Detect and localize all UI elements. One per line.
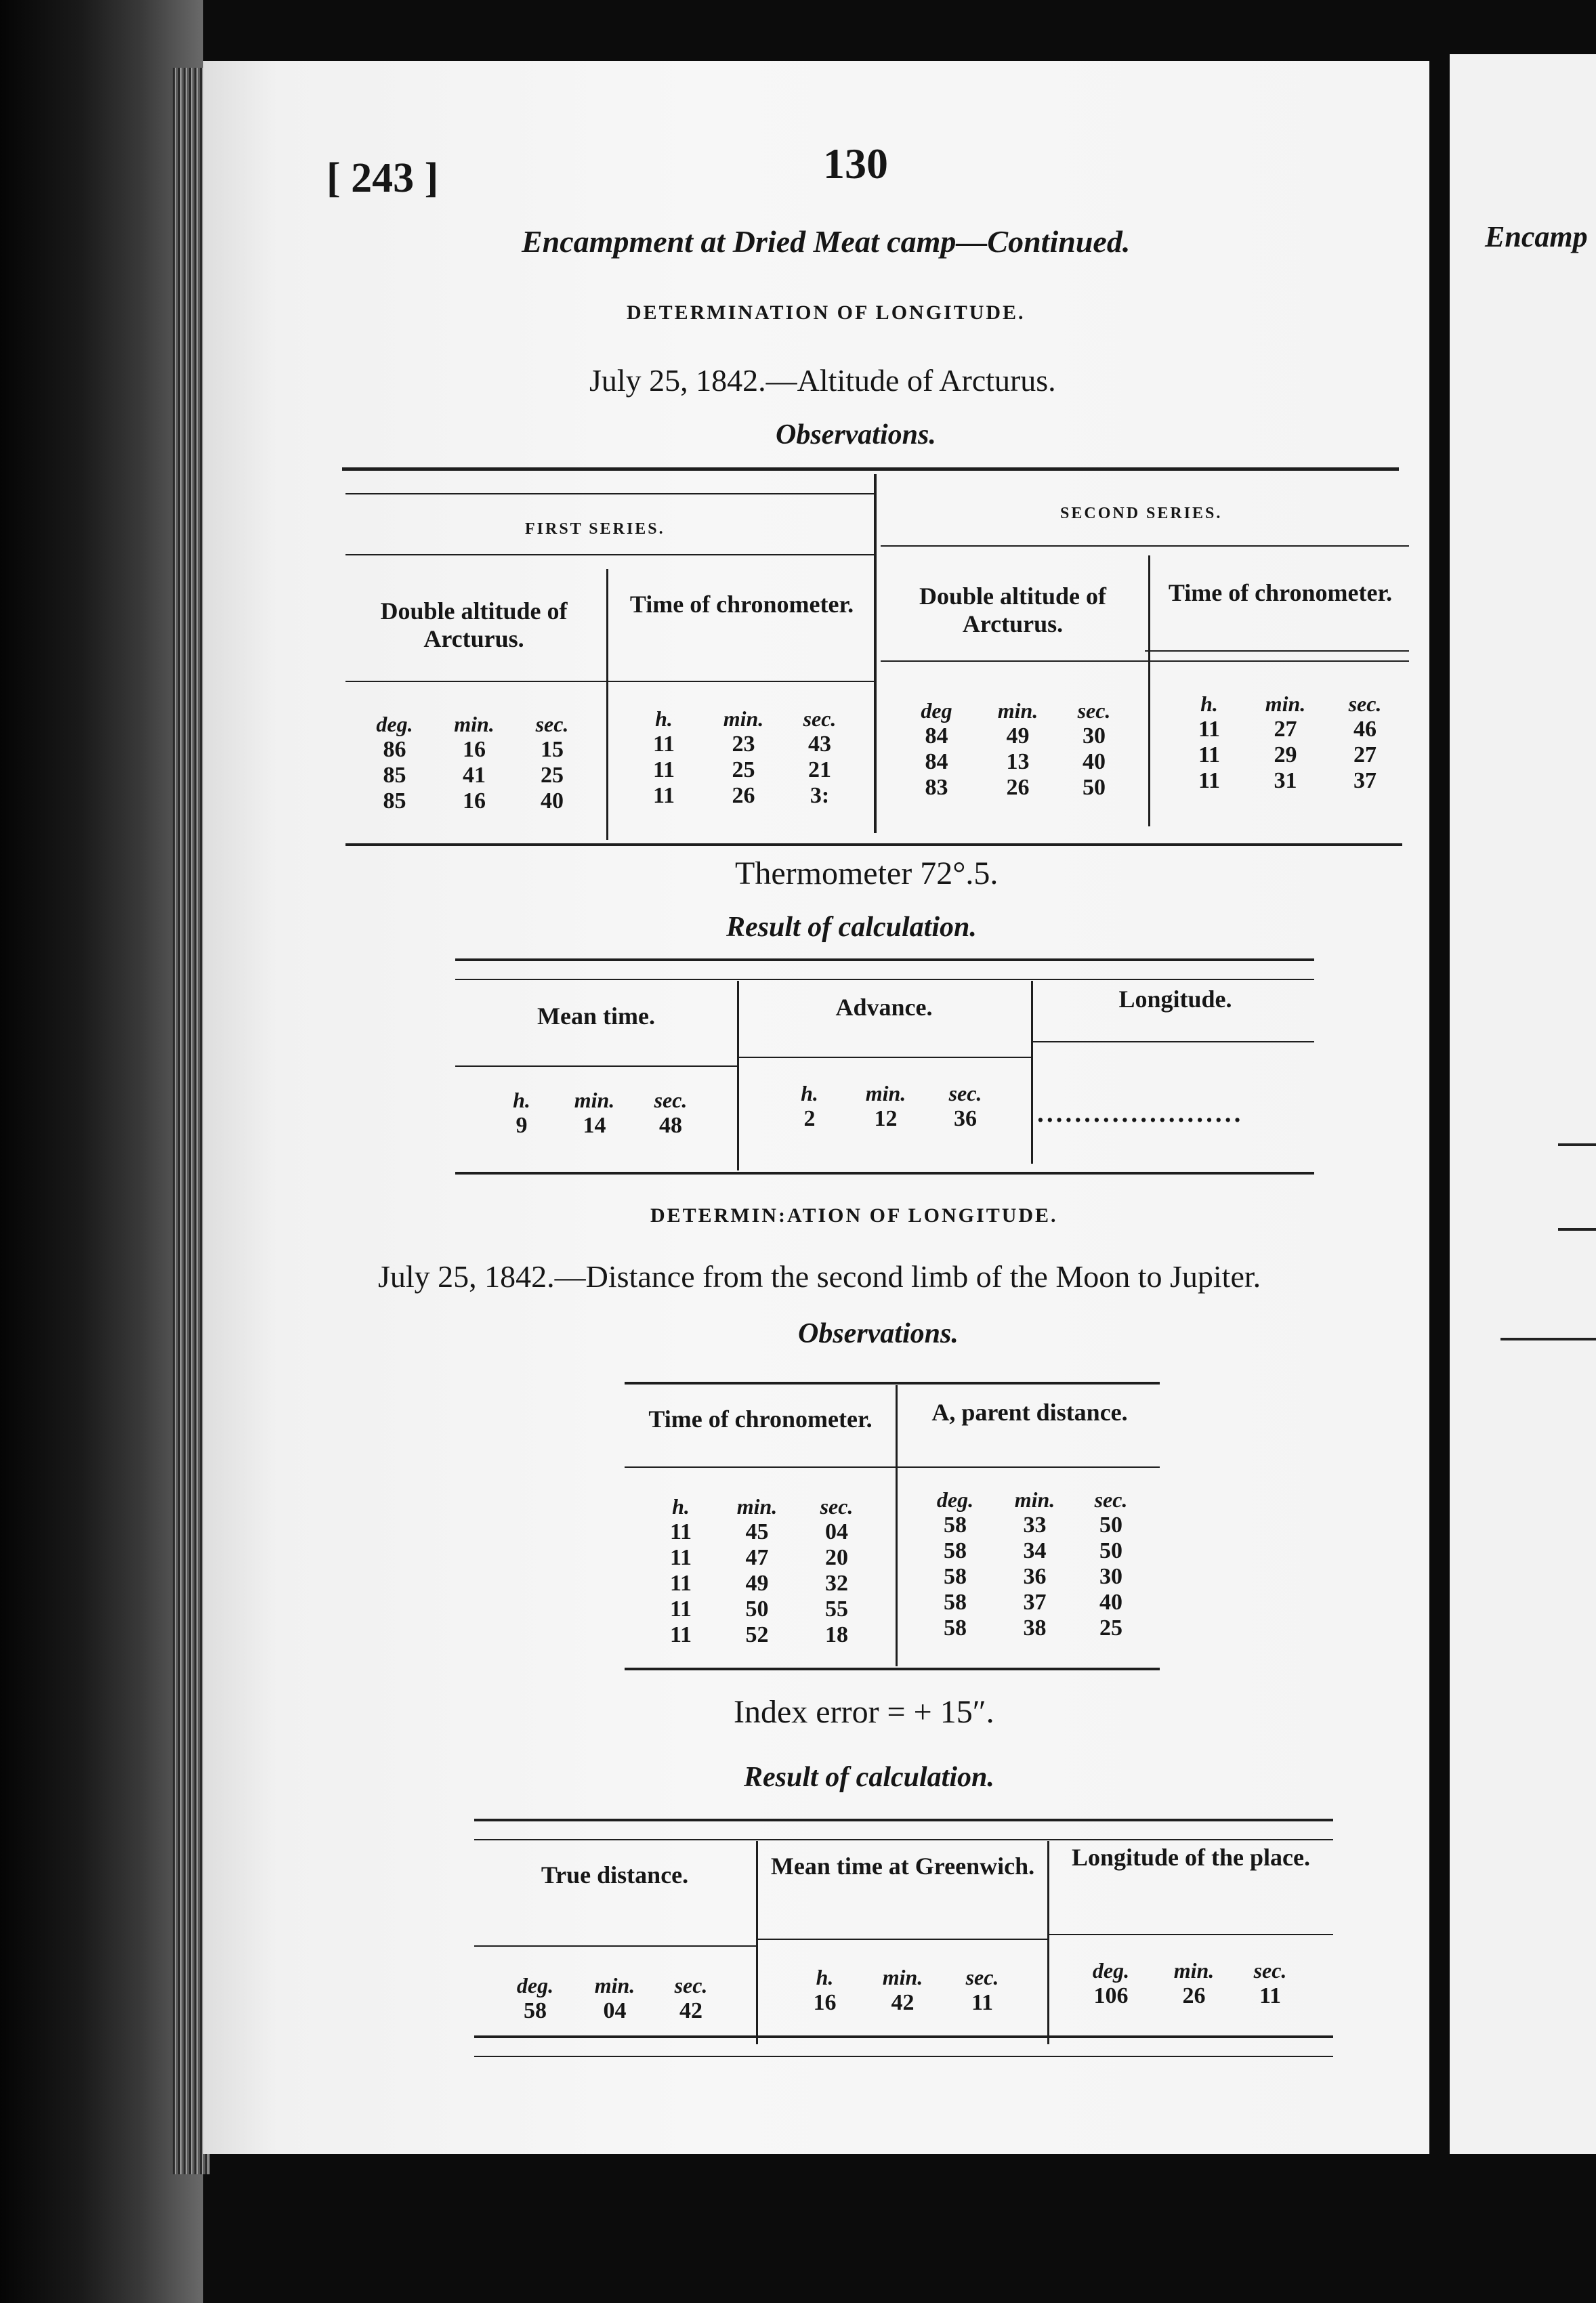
advance-header: Advance. [835,994,933,1021]
longitude-place-deg: deg. 106 [1092,1958,1130,2008]
table-rule [342,467,1399,471]
index-error: Index error = + 15″. [734,1694,994,1730]
table-rule [455,958,1314,961]
table-divider [606,569,608,840]
table-divider [737,981,739,1170]
second-series-label: SECOND SERIES. [1060,505,1223,522]
result-label-1: Result of calculation. [726,912,977,943]
second-series-tmin-column: min. 27 29 31 [1265,692,1306,793]
next-page-heading: Encamp [1485,220,1588,253]
mean-time-min: min. 14 [574,1088,615,1138]
section-subtitle-1: July 25, 1842.—Altitude of Arcturus. [589,363,1056,398]
longitude-value: ...................... [1036,1101,1243,1128]
table-rule [1145,650,1409,652]
table-divider [1148,555,1150,826]
distance-sec-column: sec. 50 50 30 40 25 [1094,1487,1128,1641]
second-series-tsec-column: sec. 46 27 37 [1348,692,1382,793]
table-divider [1031,981,1033,1164]
table-divider [874,474,877,833]
second-series-deg-column: deg 84 84 83 [921,698,952,800]
mean-time-header: Mean time. [537,1002,655,1030]
greenwich-sec: sec. 11 [965,1965,999,2015]
advance-h: h. 2 [801,1081,818,1131]
running-head: Encampment at Dried Meat camp—Continued. [522,224,1131,259]
longitude-place-header: Longitude of the place. [1071,1844,1310,1871]
table-rule [455,1172,1314,1175]
first-series-deg-column: deg. 86 85 85 [376,712,413,814]
table-rule [455,1065,738,1067]
table-rule [474,2035,1333,2038]
table-rule [738,1057,1033,1058]
table-divider [756,1841,758,2044]
table-rule [455,979,1314,980]
next-page-rule [1558,1228,1596,1231]
distance-min-column: min. 33 34 36 37 38 [1014,1487,1055,1641]
table-rule [474,1819,1333,1821]
advance-sec: sec. 36 [948,1081,982,1131]
section-subtitle-2: July 25, 1842.—Distance from the second limb of the Moon to Jupiter. [378,1259,1261,1294]
second-series-min-column: min. 49 13 26 [997,698,1038,800]
second-series-sec-column: sec. 30 40 50 [1077,698,1111,800]
true-distance-min: min. 04 [594,1973,635,2023]
greenwich-h: h. 16 [813,1965,837,2015]
first-series-h-column: h. 11 11 11 [652,706,675,808]
chronometer-min-column: min. 45 47 49 50 52 [736,1494,778,1647]
table-rule [881,545,1409,547]
observations-label-1: Observations. [776,419,936,450]
second-series-altitude-header: Double altitude of Arcturus. [919,583,1106,638]
table-rule [474,2056,1333,2057]
longitude-header: Longitude. [1118,986,1232,1013]
apparent-distance-header: A, parent distance. [931,1399,1128,1426]
bracket-number: [ 243 ] [327,155,439,201]
table-rule [1033,1041,1314,1042]
section-heading-2: DETERMIN:ATION OF LONGITUDE. [650,1204,1058,1227]
first-series-sec-column: sec. 15 25 40 [535,712,569,814]
table-divider [896,1385,898,1666]
first-series-tmin-column: min. 23 25 26 [723,706,764,808]
table-rule [625,1466,1160,1468]
advance-min: min. 12 [865,1081,906,1131]
table-rule [757,1939,1049,1940]
longitude-place-sec: sec. 11 [1253,1958,1287,2008]
second-series-h-column: h. 11 11 11 [1198,692,1221,793]
chronometer-header: Time of chronometer. [648,1406,873,1433]
table-rule [345,681,874,682]
distance-deg-column: deg. 58 58 58 58 58 [936,1487,974,1641]
greenwich-min: min. 42 [882,1965,923,2015]
table-rule [625,1382,1160,1385]
chronometer-sec-column: sec. 04 20 32 55 18 [820,1494,854,1647]
page-number: 130 [823,140,888,188]
next-page-strip [1450,54,1596,2154]
table-rule [345,554,874,555]
table-rule [345,493,874,494]
first-series-time-header: Time of chronometer. [629,591,854,618]
second-series-time-header: Time of chronometer. [1168,579,1393,606]
table-rule [345,843,1402,846]
true-distance-header: True distance. [541,1861,689,1888]
mean-time-sec: sec. 48 [654,1088,688,1138]
observations-label-2: Observations. [798,1318,959,1349]
mean-time-h: h. 9 [513,1088,530,1138]
table-divider [1047,1841,1049,2044]
table-rule [625,1668,1160,1670]
table-rule [474,1945,757,1947]
first-series-tsec-column: sec. 43 21 3: [803,706,837,808]
table-rule [474,1839,1333,1840]
next-page-rule [1500,1338,1596,1340]
longitude-place-min: min. 26 [1173,1958,1215,2008]
section-heading-1: DETERMINATION OF LONGITUDE. [627,301,1026,324]
result-label-2: Result of calculation. [744,1762,994,1793]
table-rule [1049,1934,1333,1935]
first-series-min-column: min. 16 41 16 [454,712,495,814]
thermometer-reading: Thermometer 72°.5. [735,855,999,891]
true-distance-sec: sec. 42 [674,1973,708,2023]
chronometer-h-column: h. 11 11 11 11 11 [669,1494,692,1647]
first-series-altitude-header: Double altitude of Arcturus. [380,597,568,653]
greenwich-time-header: Mean time at Greenwich. [770,1853,1035,1880]
table-rule [881,660,1409,662]
next-page-rule [1558,1143,1596,1146]
first-series-label: FIRST SERIES. [525,520,665,538]
true-distance-deg: deg. 58 [516,1973,554,2023]
